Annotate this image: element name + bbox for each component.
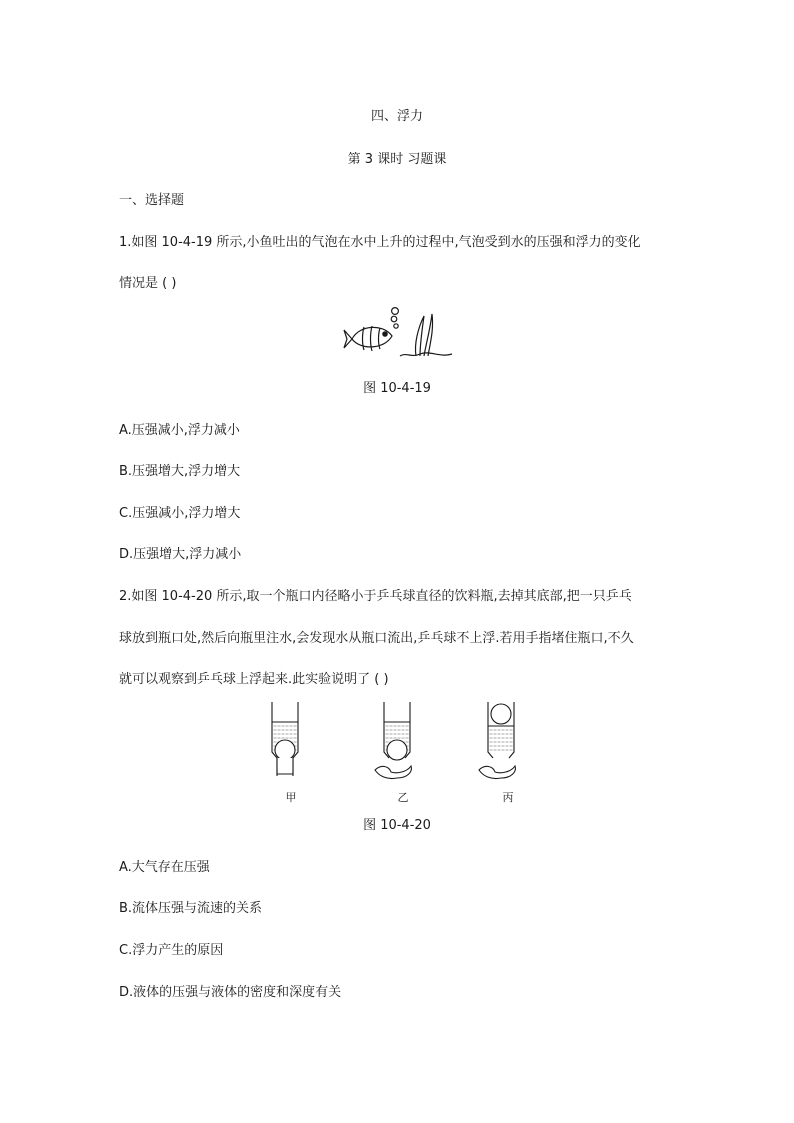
ball-bing <box>491 704 511 724</box>
ball-yi <box>387 740 407 760</box>
q1-option-c: C.压强减小,浮力增大 <box>119 506 241 521</box>
label-jia: 甲 <box>285 791 297 804</box>
q2-figure-caption: 图 10-4-20 <box>363 818 431 833</box>
section-heading: 一、选择题 <box>119 193 185 208</box>
q2-option-b: B.流体压强与流速的关系 <box>119 901 263 916</box>
q1-figure-caption: 图 10-4-19 <box>363 381 431 396</box>
q1-option-d: D.压强增大,浮力减小 <box>119 547 242 562</box>
seaweed-2 <box>424 314 433 356</box>
q1-option-b: B.压强增大,浮力增大 <box>119 464 241 479</box>
q2-stem-line3: 就可以观察到乒乓球上浮起来.此实验说明了 ( ) <box>119 672 389 687</box>
chapter-title: 四、浮力 <box>370 109 423 124</box>
bubble-large <box>392 308 399 315</box>
finger-bing <box>479 766 515 779</box>
fish-body <box>352 327 392 347</box>
bottle-bing <box>479 702 515 779</box>
ball-jia <box>275 740 295 760</box>
q2-option-c: C.浮力产生的原因 <box>119 943 224 958</box>
q2-option-d: D.液体的压强与液体的密度和深度有关 <box>119 985 342 1000</box>
bottle-jia <box>272 702 298 776</box>
q2-stem-line2: 球放到瓶口处,然后向瓶里注水,会发现水从瓶口流出,乒乓球不上浮.若用手指堵住瓶口,不久 <box>119 631 634 646</box>
finger-yi <box>375 766 411 779</box>
label-bing: 丙 <box>502 791 514 804</box>
ping-pong-bottle-figure <box>255 700 545 784</box>
fish-bubbles-figure <box>340 306 458 362</box>
q2-option-a: A.大气存在压强 <box>119 860 210 875</box>
label-yi: 乙 <box>397 791 409 804</box>
q1-stem-line2: 情况是 ( ) <box>119 276 177 291</box>
q2-stem-line1: 2.如图 10-4-20 所示,取一个瓶口内径略小于乒乓球直径的饮料瓶,去掉其底部,把一只乒乓 <box>119 589 632 604</box>
ground-line <box>400 353 452 356</box>
seaweed-1 <box>415 316 424 356</box>
fish-eye <box>383 332 387 336</box>
lesson-title: 第 3 课时 习题课 <box>347 152 447 167</box>
fish-tail <box>344 330 352 348</box>
q1-option-a: A.压强减小,浮力减小 <box>119 423 240 438</box>
bottle-yi <box>375 702 411 779</box>
bubble-medium <box>391 316 397 322</box>
q1-stem-line1: 1.如图 10-4-19 所示,小鱼吐出的气泡在水中上升的过程中,气泡受到水的压强和浮力的变化 <box>119 235 641 250</box>
bubble-small <box>394 324 398 328</box>
